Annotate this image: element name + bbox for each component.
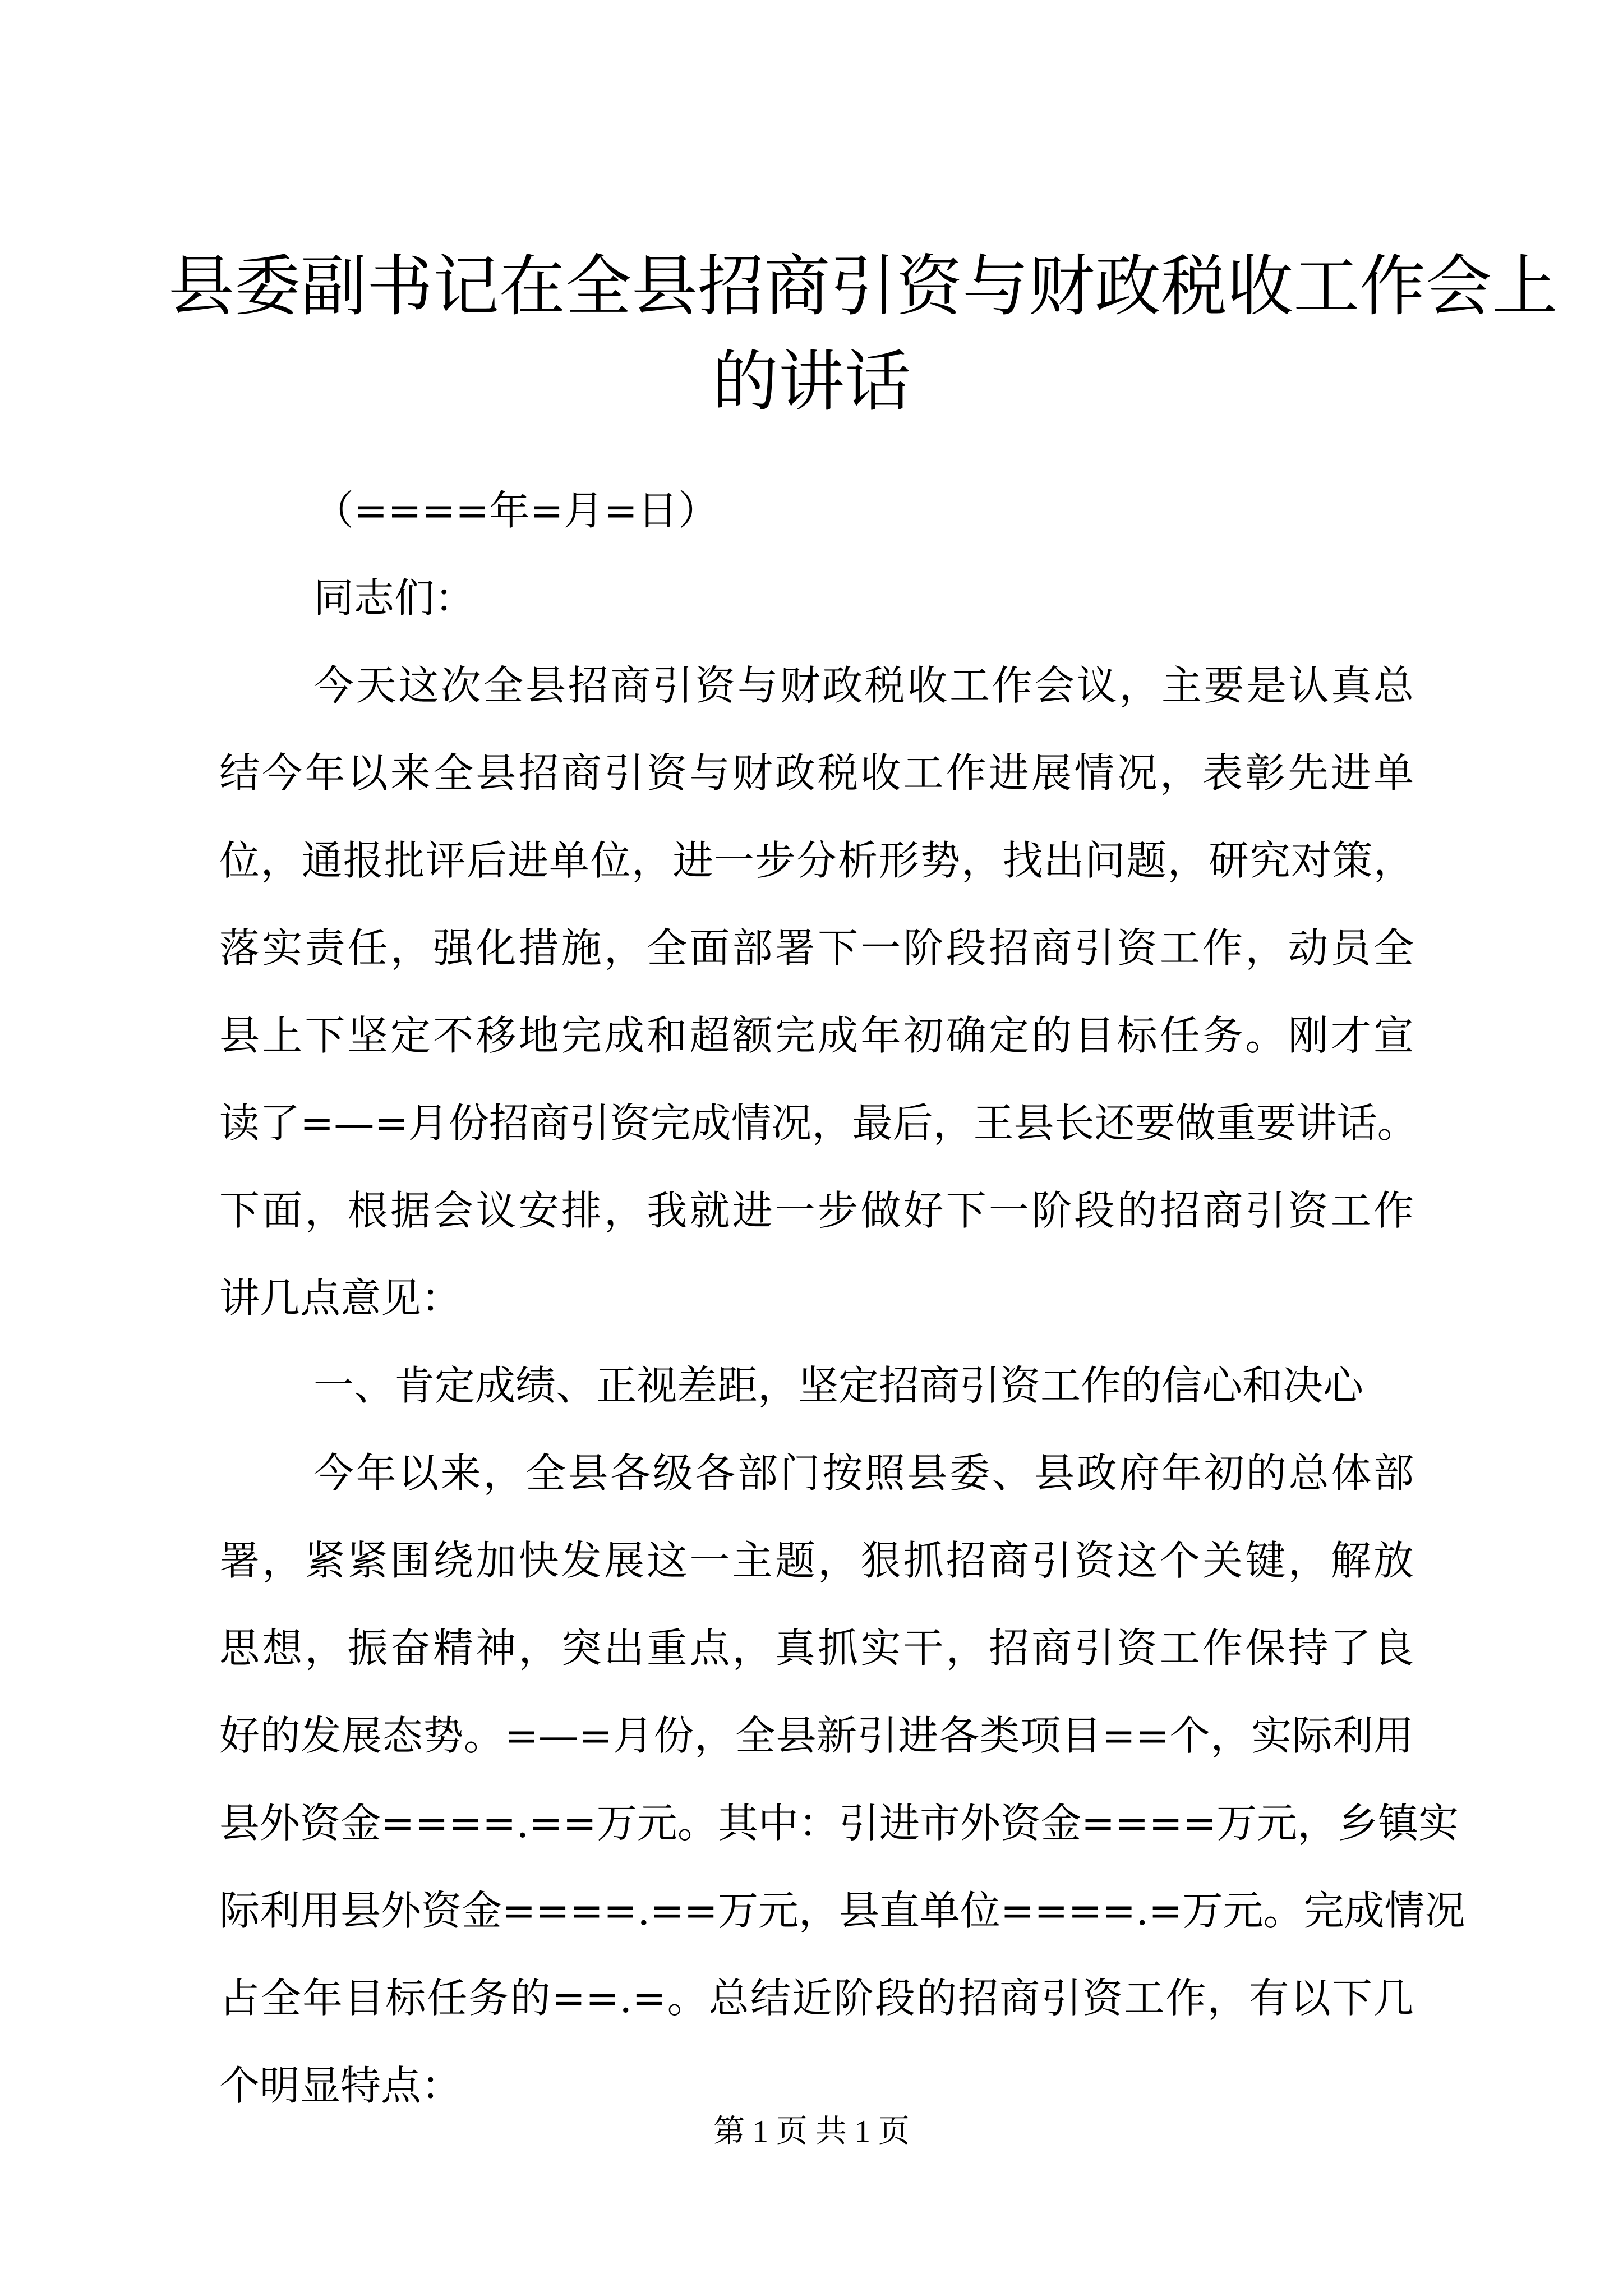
paragraph-line: 结今年以来全县招商引资与财政税收工作进展情况，表彰先进单 [219,749,1414,797]
paragraph-line: 今年以来，全县各级各部门按照县委、县政府年初的总体部 [313,1450,1414,1497]
paragraph-line: 下面，根据会议安排，我就进一步做好下一阶段的招商引资工作 [219,1187,1414,1234]
paragraph-line: 占全年目标任务的==.=。总结近阶段的招商引资工作，有以下几 [219,1975,1414,2022]
paragraph-line: 今天这次全县招商引资与财政税收工作会议，主要是认真总 [313,662,1414,709]
title-line-2: 的讲话 [712,343,911,420]
paragraph-line: 县上下坚定不移地完成和超额完成年初确定的目标任务。刚才宣 [219,1012,1414,1059]
section-heading-1: 一、肯定成绩、正视差距，坚定招商引资工作的信心和决心 [313,1362,1364,1409]
document-title [168,238,1559,429]
paragraph-line: 思想，振奋精神，突出重点，真抓实干，招商引资工作保持了良 [219,1625,1414,1672]
paragraph-line: 位，通报批评后进单位，进一步分析形势，找出问题，研究对策， [219,837,1414,884]
page-footer: 第 1 页 共 1 页 [713,2114,910,2149]
paragraph-achievements [219,1429,1465,2129]
paragraph-line: 好的发展态势。=—=月份，全县新引进各类项目==个，实际利用 [219,1712,1414,1759]
paragraph-line: 讲几点意见： [219,1274,462,1322]
paragraph-line: 落实责任，强化措施，全面部署下一阶段招商引资工作，动员全 [219,924,1414,972]
paragraph-opening [219,642,1418,1342]
salutation: 同志们： [313,574,476,622]
paragraph-line: 县外资金====.==万元。其中：引进市外资金====万元，乡镇实 [219,1800,1459,1847]
paragraph-line: 署，紧紧围绕加快发展这一主题，狠抓招商引资这个关键，解放 [219,1537,1414,1584]
date-line: （====年=月=日） [313,487,718,534]
document-body [219,467,1465,2129]
title-line-1: 县委副书记在全县招商引资与财政税收工作会上 [168,247,1559,325]
paragraph-line: 际利用县外资金====.==万元，县直单位====.=万元。完成情况 [219,1887,1465,1934]
paragraph-line: 个明显特点： [219,2062,462,2109]
paragraph-line: 读了=—=月份招商引资完成情况，最后，王县长还要做重要讲话。 [219,1099,1418,1147]
